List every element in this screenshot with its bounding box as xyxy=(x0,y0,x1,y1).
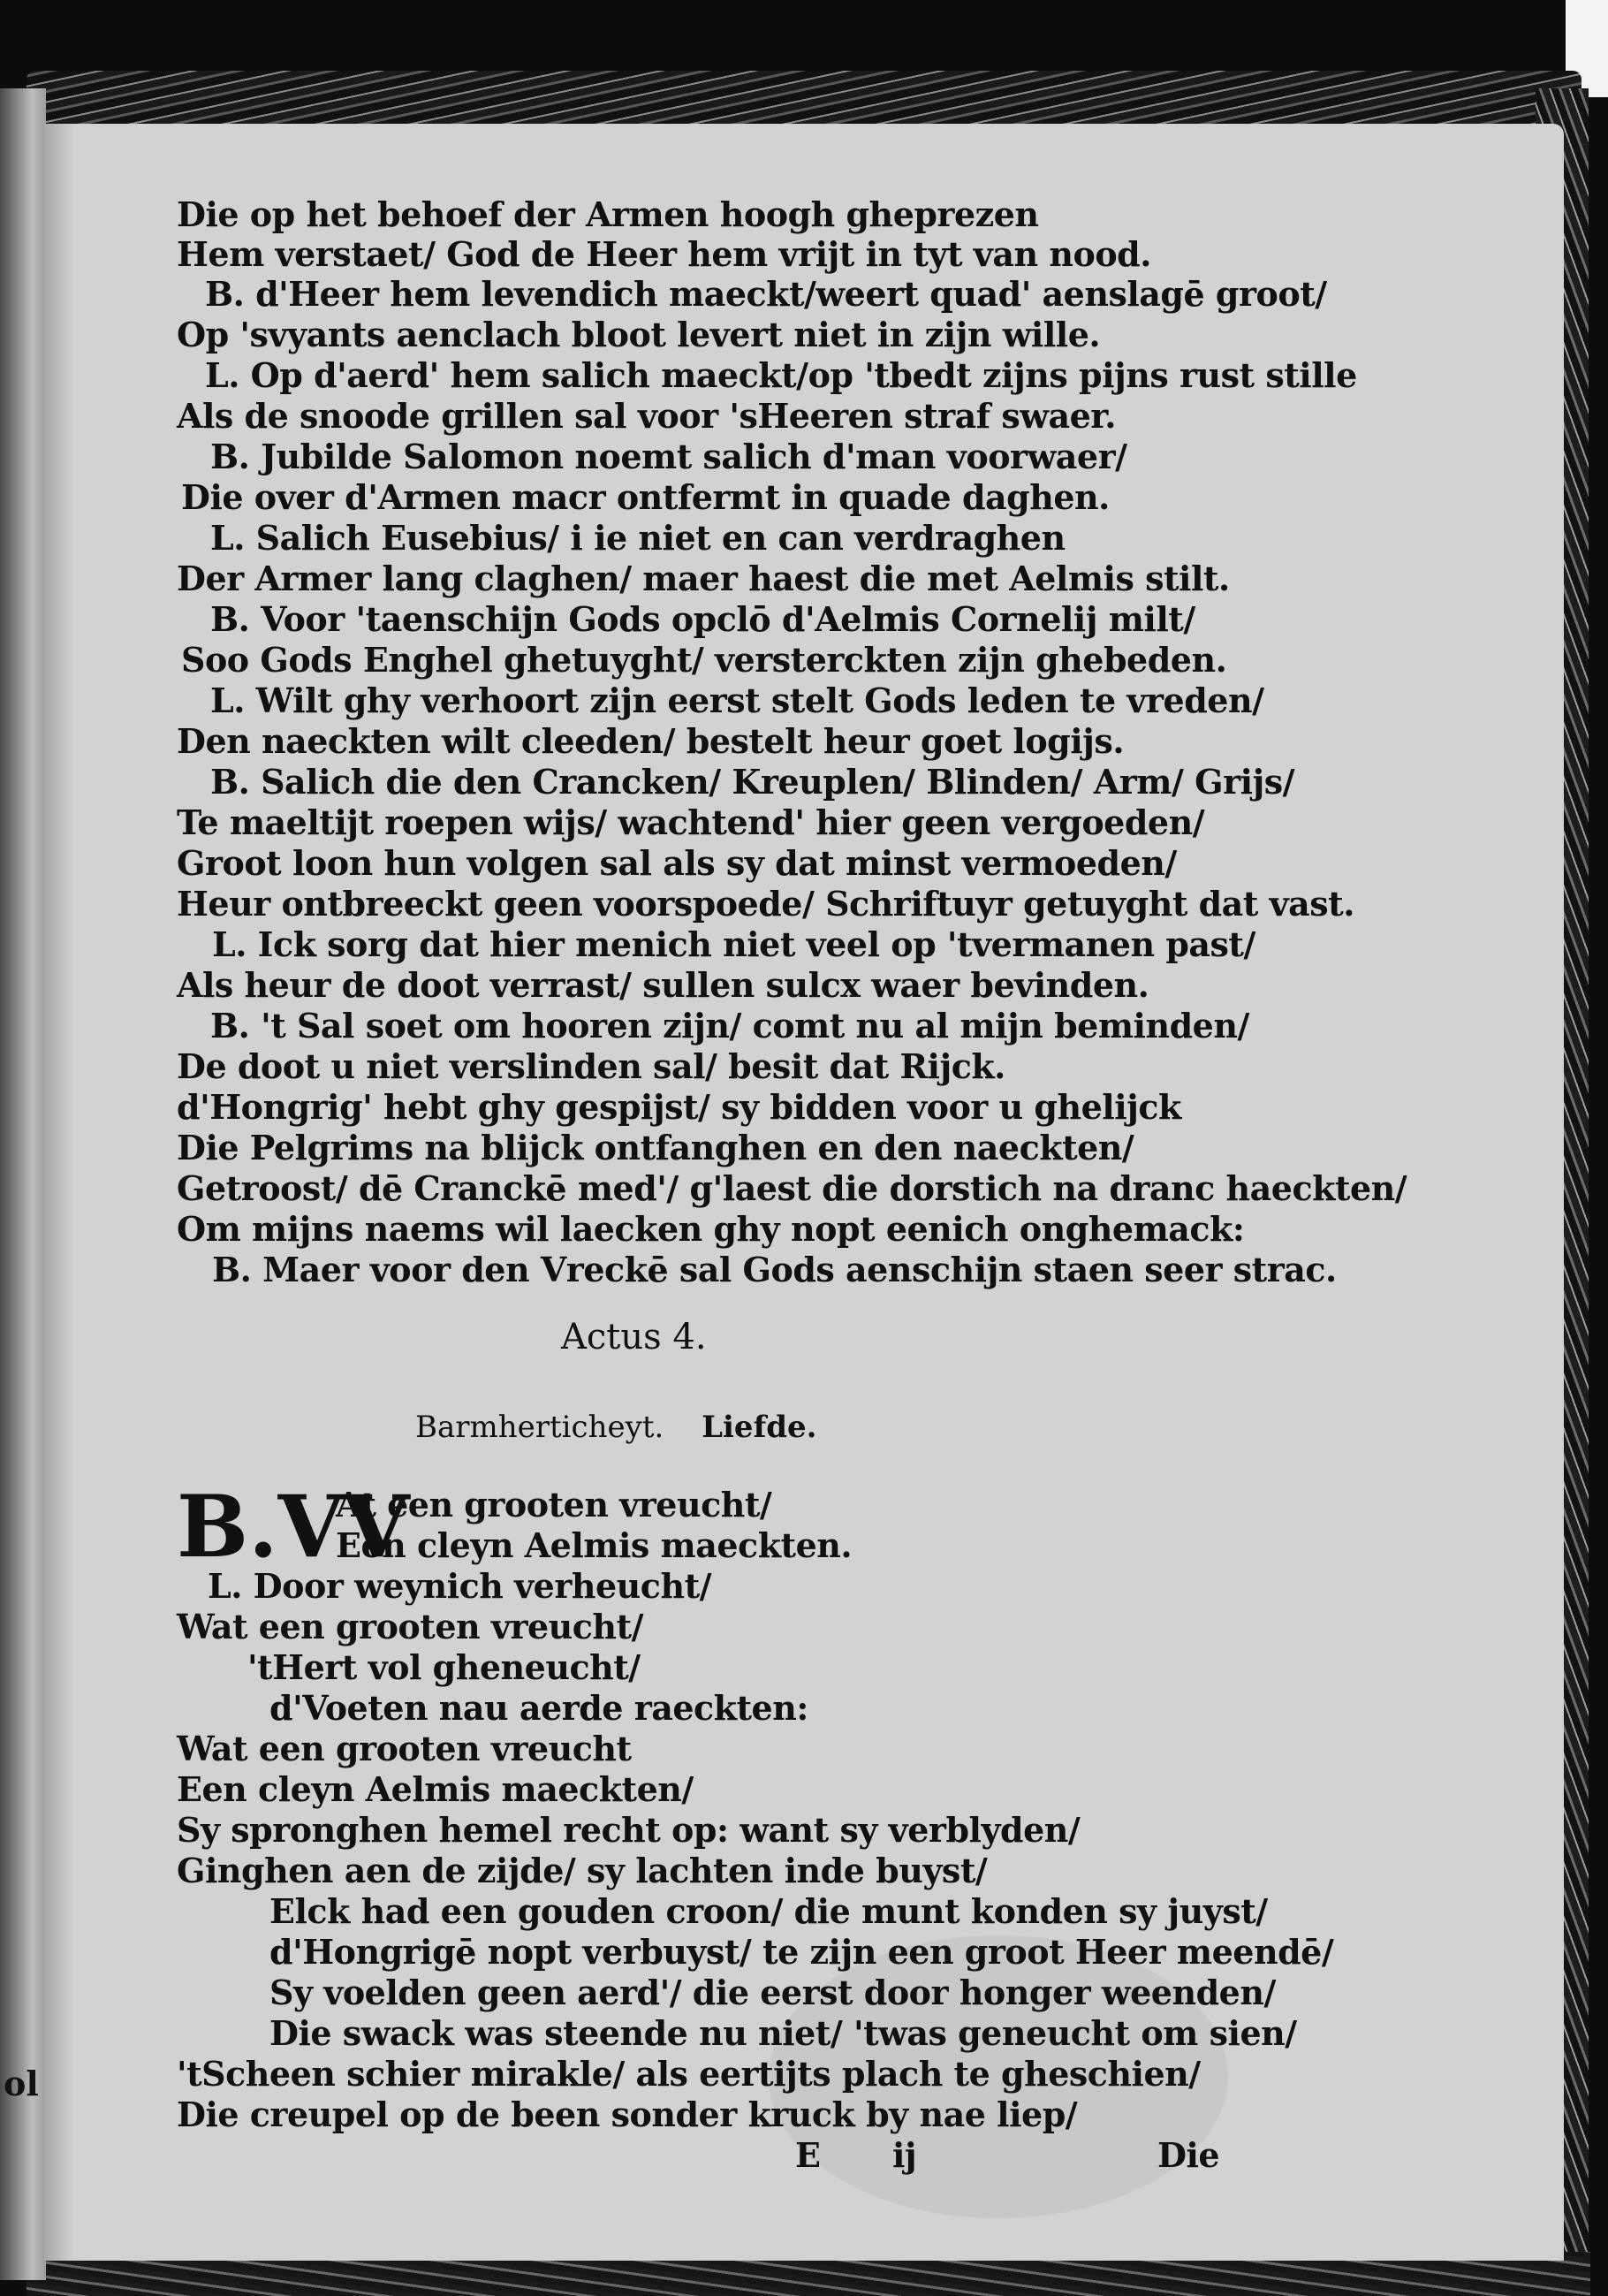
verse-line: Heur ontbreeckt geen voorspoede/ Schriftuyr getuyght dat vast. xyxy=(177,884,1354,924)
facing-page-fragment: ol xyxy=(4,2064,39,2103)
verse-line: B. Voor 'taenschijn Gods opclō d'Aelmis Cornelij milt/ xyxy=(210,599,1195,639)
verse-line: Den naeckten wilt cleeden/ bestelt heur goet logijs. xyxy=(177,721,1125,761)
verse-line: Sy voelden geen aerd'/ die eerst door honger weenden/ xyxy=(269,1973,1276,2012)
signature-number: ij xyxy=(892,2135,917,2175)
verse-line: Een cleyn Aelmis maeckten/ xyxy=(177,1769,694,1809)
verse-line: Een cleyn Aelmis maeckten. xyxy=(336,1525,853,1565)
drop-cap: B.VV xyxy=(177,1477,410,1577)
verse-line: Als de snoode grillen sal voor 'sHeeren straf swaer. xyxy=(177,396,1117,436)
book-page xyxy=(44,124,1564,2261)
verse-line: Der Armer lang claghen/ maer haest die met Aelmis stilt. xyxy=(177,559,1230,598)
verse-line: B. 't Sal soet om hooren zijn/ comt nu al mijn beminden/ xyxy=(210,1006,1249,1045)
verse-line: Die Pelgrims na blijck ontfanghen en den naeckten/ xyxy=(177,1128,1134,1167)
verse-line: L. Door weynich verheucht/ xyxy=(208,1566,712,1606)
facing-page-edge xyxy=(0,88,46,2280)
verse-line: L. Salich Eusebius/ i ie niet en can verdraghen xyxy=(210,518,1066,558)
verse-line: L. Wilt ghy verhoort zijn eerst stelt Gods leden te vreden/ xyxy=(210,680,1264,720)
verse-line: d'Hongrigē nopt verbuyst/ te zijn een groot Heer meendē/ xyxy=(269,1932,1334,1972)
verse-line: Te maeltijt roepen wijs/ wachtend' hier geen vergoeden/ xyxy=(177,802,1205,842)
verse-line: B. d'Heer hem levendich maeckt/weert quad' aenslagē groot/ xyxy=(205,274,1327,314)
catchword: Die xyxy=(1157,2135,1220,2175)
verse-line: Elck had een gouden croon/ die munt konden sy juyst/ xyxy=(269,1891,1268,1931)
verse-line: Die op het behoef der Armen hoogh gheprezen xyxy=(177,194,1039,234)
speaker-name: Barmherticheyt. xyxy=(415,1410,664,1445)
verse-line: Die swack was steende nu niet/ 'twas geneucht om sien/ xyxy=(269,2013,1297,2053)
verse-line: Als heur de doot verrast/ sullen sulcx waer bevinden. xyxy=(177,965,1149,1005)
verse-line: 'tScheen schier mirakle/ als eertijts plach te gheschien/ xyxy=(177,2054,1201,2094)
verse-line: Wat een grooten vreucht/ xyxy=(177,1607,643,1646)
verse-line: Getroost/ dē Cranckē med'/ g'laest die dorstich na dranc haeckten/ xyxy=(177,1168,1407,1208)
verse-line: Hem verstaet/ God de Heer hem vrijt in tyt van nood. xyxy=(177,234,1151,274)
verse-line: B. Jubilde Salomon noemt salich d'man voorwaer/ xyxy=(210,437,1127,476)
verse-line: 'tHert vol gheneucht/ xyxy=(247,1647,641,1687)
verse-line: Ginghen aen de zijde/ sy lachten inde buyst/ xyxy=(177,1851,988,1890)
signature-mark: E xyxy=(795,2135,821,2175)
verse-line: B. Salich die den Crancken/ Kreuplen/ Blinden/ Arm/ Grijs/ xyxy=(210,762,1295,802)
verse-line: At een grooten vreucht/ xyxy=(336,1485,772,1524)
verse-line: Om mijns naems wil laecken ghy nopt eenich onghemack: xyxy=(177,1209,1245,1249)
page-gutter xyxy=(44,124,74,2261)
verse-line: Op 'svyants aenclach bloot levert niet in zijn wille. xyxy=(177,315,1101,354)
speakers-line xyxy=(415,1410,816,1445)
verse-line: d'Hongrig' hebt ghy gespijst/ sy bidden voor u ghelijck xyxy=(177,1087,1181,1127)
verse-line: L. Op d'aerd' hem salich maeckt/op 'tbedt zijns pijns rust stille xyxy=(205,355,1357,395)
verse-line: L. Ick sorg dat hier menich niet veel op 'tvermanen past/ xyxy=(212,924,1255,964)
speaker-name: Liefde. xyxy=(702,1410,817,1445)
verse-line: Die over d'Armen macr ontfermt in quade daghen. xyxy=(181,477,1110,517)
verse-line: Sy spronghen hemel recht op: want sy verblyden/ xyxy=(177,1810,1081,1850)
verse-line: Groot loon hun volgen sal als sy dat minst vermoeden/ xyxy=(177,843,1177,883)
verse-line: B. Maer voor den Vreckē sal Gods aenschijn staen seer strac. xyxy=(212,1250,1337,1289)
verse-line: Soo Gods Enghel ghetuyght/ versterckten zijn ghebeden. xyxy=(181,640,1227,680)
act-heading: Actus 4. xyxy=(561,1317,707,1357)
verse-line: Wat een grooten vreucht xyxy=(177,1729,632,1768)
verse-line: De doot u niet verslinden sal/ besit dat Rijck. xyxy=(177,1046,1005,1086)
verse-line: d'Voeten nau aerde raeckten: xyxy=(269,1688,808,1728)
verse-line: Die creupel op de been sonder kruck by nae liep/ xyxy=(177,2095,1078,2134)
